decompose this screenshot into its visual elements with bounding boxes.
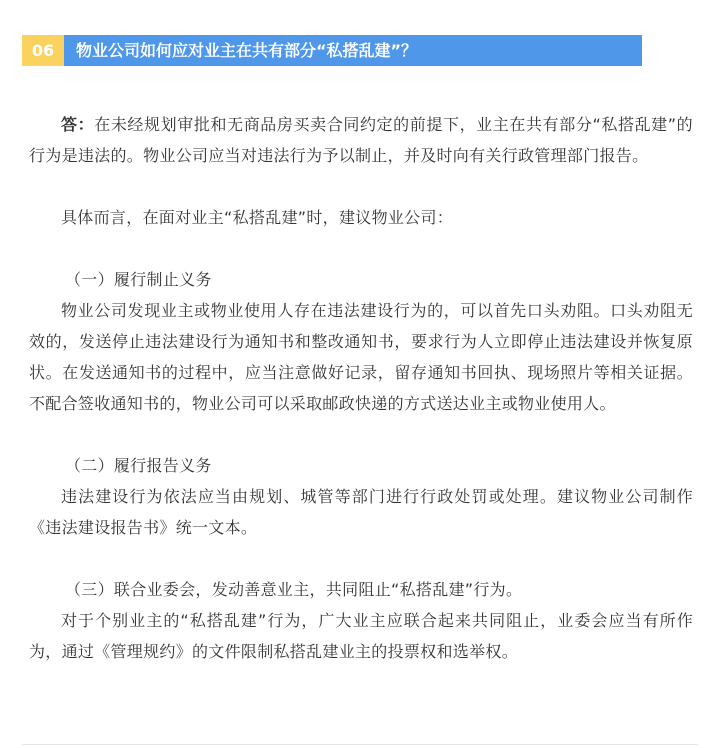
section-number-badge: 06 [22,35,64,66]
section-body-1: 物业公司发现业主或物业使用人存在违法建设行为的，可以首先口头劝阻。口头劝阻无效的，发送停止违法建设行为通知书和整改通知书，要求行为人立即停止违法建设并恢复原状。在发送通知书的过程中，应当注意做好记录，留存通知书回执、现场照片等相关证据。不配合签收通知书的，物业公司可以采取邮政快递的方式送达业主或物业使用人。 [29,301,693,413]
answer-text: 在未经规划审批和无商品房买卖合同约定的前提下，业主在共有部分“私搭乱建”的行为是违法的。物业公司应当对违法行为予以制止，并及时向有关行政管理部门报告。 [29,115,693,165]
section-header-bar [22,35,642,66]
article-body [29,109,693,667]
answer-label: 答： [61,115,95,134]
bottom-divider [22,744,698,745]
section-heading-3: （三）联合业委会，发动善意业主，共同阻止“私搭乱建”行为。 [65,580,523,599]
answer-paragraph [29,109,693,171]
section-heading-2: （二）履行报告义务 [65,456,212,475]
section-title: 物业公司如何应对业主在共有部分“私搭乱建”？ [76,41,418,60]
section-body-3: 对于个别业主的“私搭乱建”行为，广大业主应联合起来共同阻止，业委会应当有所作为，通过《管理规约》的文件限制私搭乱建业主的投票权和选举权。 [29,611,693,661]
section-body-2: 违法建设行为依法应当由规划、城管等部门进行行政处罚或处理。建议物业公司制作《违法建设报告书》统一文本。 [29,487,693,537]
intro-paragraph: 具体而言，在面对业主“私搭乱建”时，建议物业公司： [61,208,454,227]
section-heading-1: （一）履行制止义务 [65,270,212,289]
